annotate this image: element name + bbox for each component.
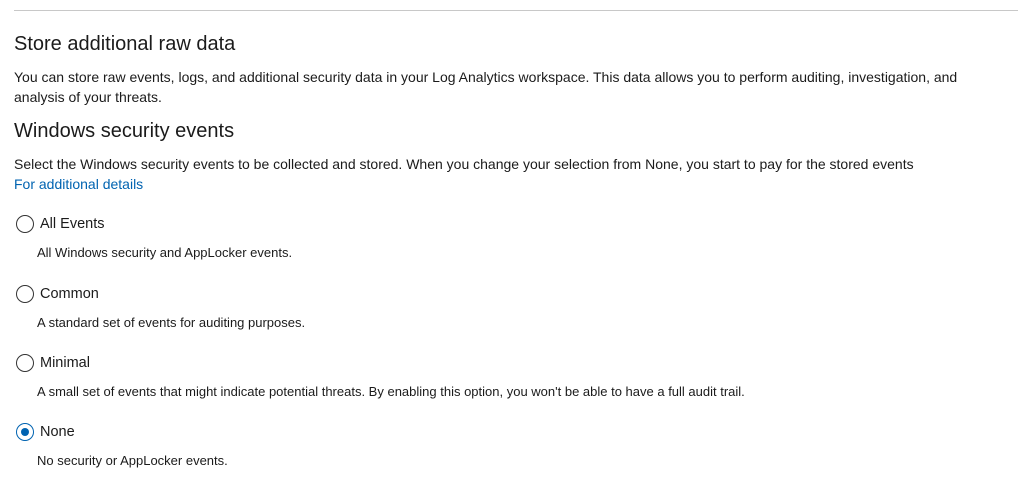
section-title-windows-events: Windows security events bbox=[14, 120, 235, 142]
radio-description-common: A standard set of events for auditing purposes. bbox=[37, 315, 306, 330]
radio-option-common[interactable] bbox=[14, 284, 99, 304]
radio-label-all-events[interactable]: All Events bbox=[40, 216, 105, 232]
radio-description-none: No security or AppLocker events. bbox=[37, 453, 228, 468]
raw-data-description: You can store raw events, logs, and additional security data in your Log Analytics workspace. This data allows you to perform auditing, investigation, and analysis of your threats. bbox=[14, 69, 958, 105]
radio-option-minimal[interactable] bbox=[14, 353, 90, 373]
radio-label-common[interactable]: Common bbox=[40, 286, 99, 302]
radio-option-none[interactable] bbox=[14, 422, 75, 442]
radio-label-none[interactable]: None bbox=[40, 424, 75, 440]
additional-details-link[interactable]: For additional details bbox=[14, 176, 144, 192]
radio-selected-dot bbox=[21, 428, 29, 436]
radio-option-all-events[interactable] bbox=[14, 214, 104, 234]
radio-button-none[interactable] bbox=[16, 423, 34, 441]
radio-description-all-events: All Windows security and AppLocker events. bbox=[37, 245, 293, 260]
radio-button-common[interactable] bbox=[16, 285, 34, 303]
radio-button-all-events[interactable] bbox=[16, 215, 34, 233]
top-divider bbox=[14, 10, 1018, 11]
radio-label-minimal[interactable]: Minimal bbox=[40, 355, 90, 371]
section-title-raw-data: Store additional raw data bbox=[14, 33, 236, 55]
radio-button-minimal[interactable] bbox=[16, 354, 34, 372]
radio-description-minimal: A small set of events that might indicate potential threats. By enabling this option, you won't be able to have a full audit trail. bbox=[37, 384, 745, 399]
windows-events-description: Select the Windows security events to be collected and stored. When you change your selection from None, you start to pay for the stored events bbox=[14, 156, 914, 172]
